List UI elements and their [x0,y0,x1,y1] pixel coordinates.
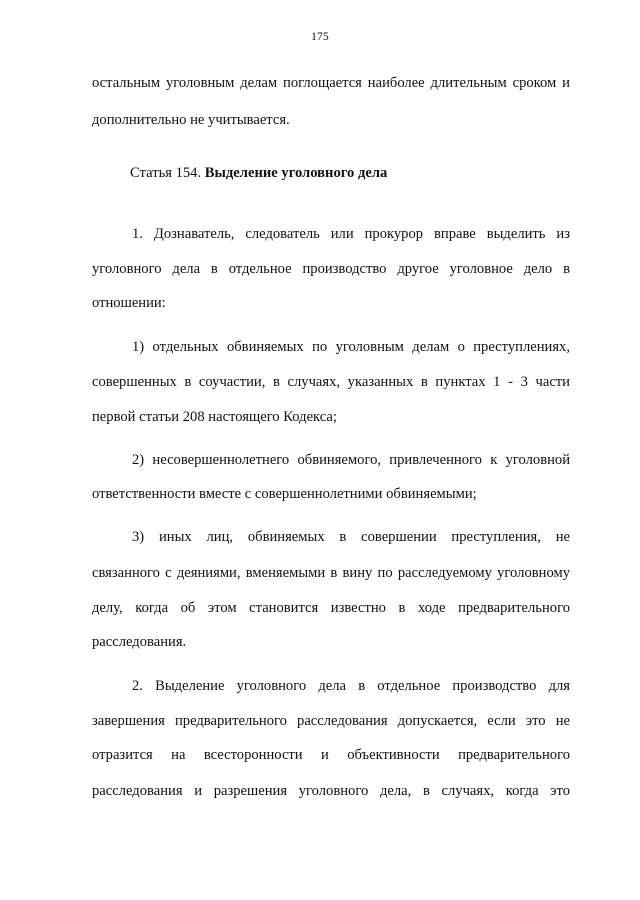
text-line: 3) иных лиц, обвиняемых в совершении преступления, не [132,529,570,545]
text-line: расследования. [92,634,187,650]
text-line: остальным уголовным делам поглощается наиболее длительным сроком и [92,75,570,91]
text-line: отношении: [92,295,166,311]
text-line: связанного с деяниями, вменяемыми в вину по расследуемому уголовному [92,565,570,581]
article-number: Статья 154. [130,165,202,181]
text-line: первой статьи 208 настоящего Кодекса; [92,409,337,425]
text-line: ответственности вместе с совершеннолетними обвиняемыми; [92,486,477,502]
article-title: Выделение уголовного дела [204,165,388,181]
text-line: делу, когда об этом становится известно в ходе предварительного [92,600,570,616]
text-line: завершения предварительного расследования допускается, если это не [92,713,570,729]
text-line: уголовного дела в отдельное производство другое уголовное дело в [92,261,570,277]
article-heading [130,164,387,182]
text-line: 2. Выделение уголовного дела в отдельное производство для [132,678,570,694]
text-line: 2) несовершеннолетнего обвиняемого, привлеченного к уголовной [132,452,570,468]
text-line: 1. Дознаватель, следователь или прокурор вправе выделить из [132,226,570,242]
page-number: 175 [311,31,329,43]
text-line: отразится на всесторонности и объективности предварительного [92,747,570,763]
text-line: расследования и разрешения уголовного дела, в случаях, когда это [92,783,570,799]
text-line: 1) отдельных обвиняемых по уголовным делам о преступлениях, [132,339,570,355]
text-line: дополнительно не учитывается. [92,112,290,128]
text-line: совершенных в соучастии, в случаях, указанных в пунктах 1 - 3 части [92,374,570,390]
